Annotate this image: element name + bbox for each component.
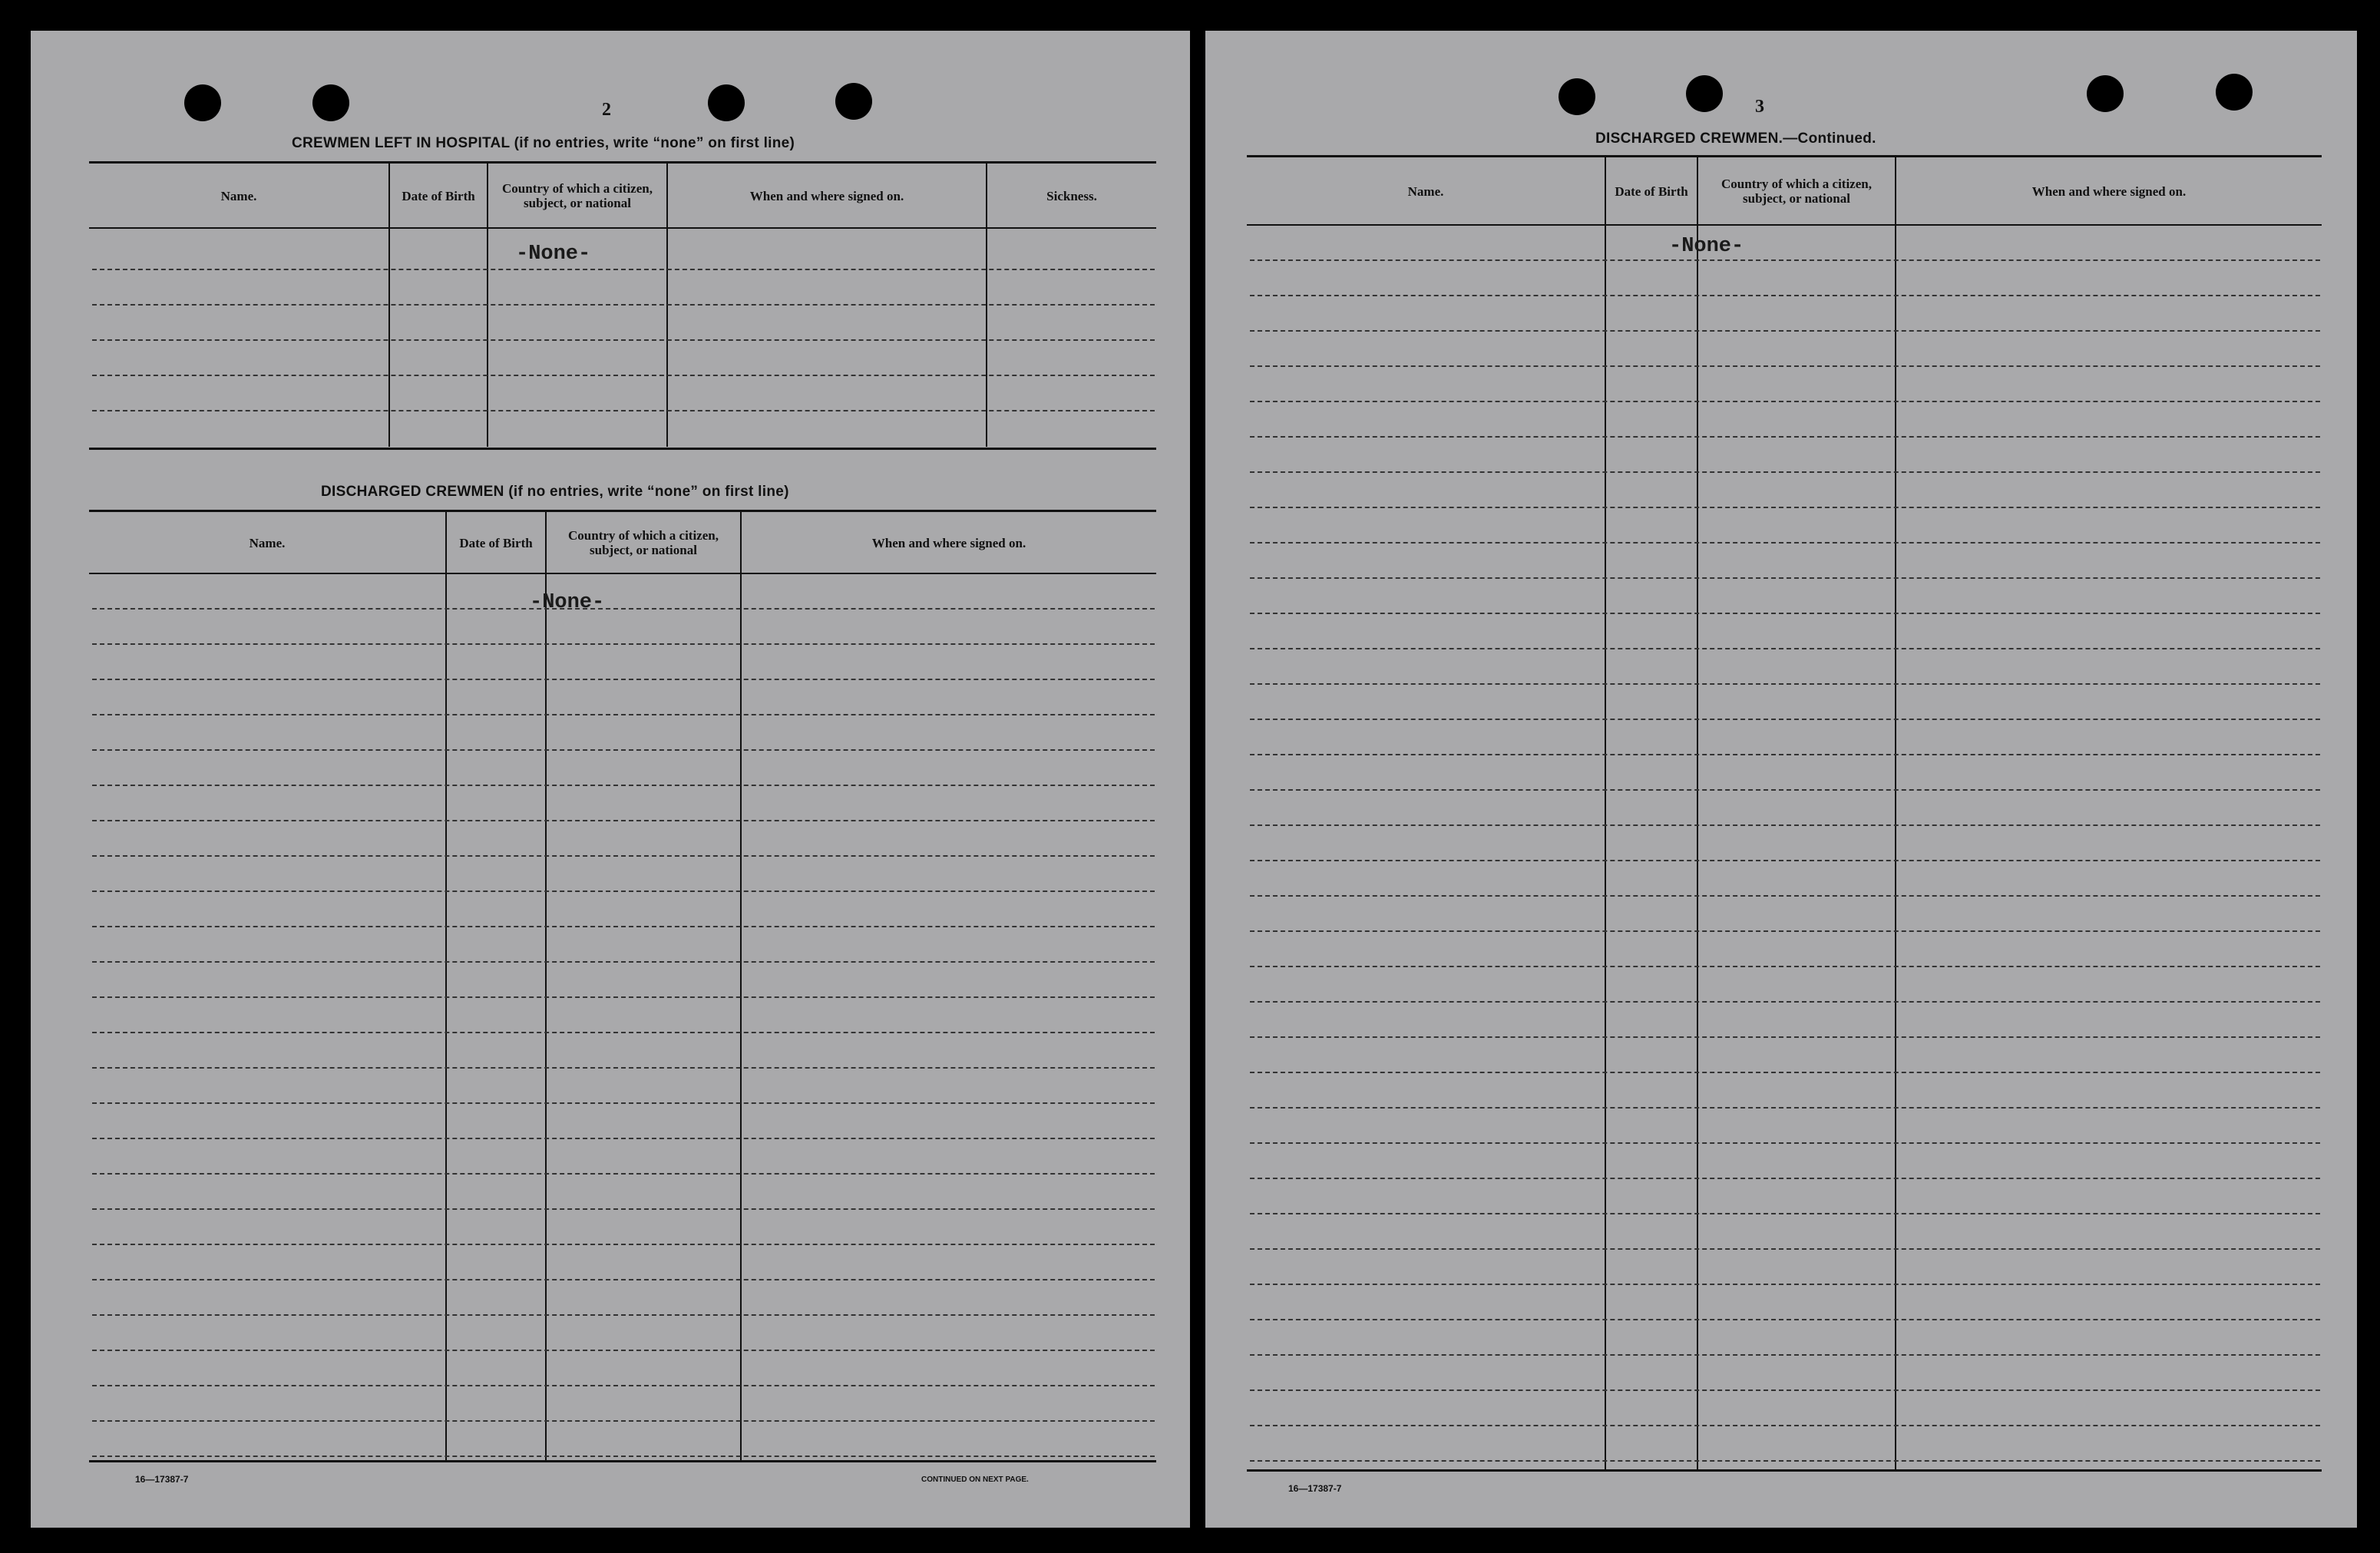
column-header-date-of-birth: Date of Birth	[402, 188, 475, 203]
entry-row-line	[92, 1456, 1155, 1457]
entry-row-line	[92, 855, 1155, 857]
entry-row-line	[1250, 824, 2320, 826]
entry-row-line	[1250, 1072, 2320, 1073]
column-header-country: Country of which a citizen, subject, or national	[502, 181, 653, 210]
entry-row-line	[92, 714, 1155, 715]
punch-hole	[184, 84, 221, 121]
column-divider	[1605, 157, 1606, 1469]
table-header-rule	[89, 227, 1156, 229]
discharged-continued-title: DISCHARGED CREWMEN.—Continued.	[1595, 131, 1876, 147]
entry-row-line	[92, 1102, 1155, 1104]
entry-row-line	[1250, 577, 2320, 579]
table-border	[1247, 1469, 2322, 1472]
column-divider	[445, 511, 447, 1460]
entry-row-line	[1250, 1178, 2320, 1179]
entry-row-line	[92, 643, 1155, 645]
entry-row-line	[1250, 895, 2320, 897]
entry-row-line	[92, 1032, 1155, 1033]
entry-row-line	[1250, 1142, 2320, 1144]
entry-row-line	[1250, 401, 2320, 402]
entry-row-line	[92, 820, 1155, 821]
entry-row-line	[1250, 860, 2320, 861]
entry-row-line	[92, 926, 1155, 927]
form-number: 16—17387-7	[135, 1474, 189, 1485]
punch-hole	[2216, 74, 2253, 111]
table-border	[89, 1460, 1156, 1462]
column-header-date-of-birth: Date of Birth	[459, 535, 533, 550]
hospital-section-title: CREWMEN LEFT IN HOSPITAL (if no entries, write “none” on first line)	[292, 135, 795, 151]
discharged-continued-entry-none: -None-	[1669, 235, 1744, 258]
table-border	[89, 448, 1156, 450]
form-number: 16—17387-7	[1288, 1483, 1342, 1494]
entry-row-line	[1250, 1460, 2320, 1462]
page-number: 2	[602, 100, 611, 120]
entry-row-line	[92, 1350, 1155, 1351]
entry-row-line	[1250, 1001, 2320, 1003]
punch-hole	[1686, 75, 1723, 112]
punch-hole	[835, 83, 872, 120]
column-header-name: Name.	[249, 535, 286, 550]
column-divider	[1697, 157, 1698, 1469]
column-header-date-of-birth: Date of Birth	[1615, 183, 1688, 199]
entry-row-line	[1250, 436, 2320, 438]
entry-row-line	[1250, 613, 2320, 614]
entry-row-line	[92, 890, 1155, 892]
column-header-signed-on: When and where signed on.	[871, 535, 1026, 550]
entry-row-line	[1250, 966, 2320, 967]
entry-row-line	[92, 1279, 1155, 1280]
entry-row-line	[1250, 1389, 2320, 1391]
form-page-right	[1205, 31, 2357, 1528]
entry-row-line	[92, 961, 1155, 963]
entry-row-line	[1250, 1425, 2320, 1426]
entry-row-line	[1250, 365, 2320, 367]
entry-row-line	[1250, 507, 2320, 508]
entry-row-line	[92, 1067, 1155, 1069]
entry-row-line	[92, 1208, 1155, 1210]
page-number: 3	[1755, 97, 1764, 117]
entry-row-line	[1250, 648, 2320, 649]
entry-row-line	[1250, 1107, 2320, 1109]
hospital-entry-none: -None-	[516, 243, 591, 266]
entry-row-line	[92, 1385, 1155, 1386]
column-header-country: Country of which a citizen, subject, or national	[1721, 177, 1872, 206]
entry-row-line	[1250, 789, 2320, 791]
entry-row-line	[1250, 1248, 2320, 1250]
entry-row-line	[1250, 1354, 2320, 1356]
entry-row-line	[92, 269, 1155, 270]
entry-row-line	[1250, 1213, 2320, 1214]
column-divider	[545, 511, 547, 1460]
entry-row-line	[92, 785, 1155, 786]
table-header-rule	[89, 573, 1156, 574]
punch-hole	[708, 84, 745, 121]
table-border	[89, 161, 1156, 164]
entry-row-line	[92, 679, 1155, 680]
entry-row-line	[1250, 1036, 2320, 1038]
form-page-left	[31, 31, 1190, 1528]
entry-row-line	[92, 1244, 1155, 1245]
discharged-entry-none: -None-	[530, 591, 605, 614]
entry-row-line	[1250, 754, 2320, 755]
entry-row-line	[1250, 295, 2320, 296]
entry-row-line	[1250, 471, 2320, 473]
entry-row-line	[1250, 683, 2320, 685]
table-border	[1247, 155, 2322, 157]
column-header-signed-on: When and where signed on.	[749, 188, 904, 203]
punch-hole	[1559, 78, 1595, 115]
column-divider	[740, 511, 742, 1460]
column-header-name: Name.	[1407, 183, 1444, 199]
table-border	[89, 510, 1156, 512]
entry-row-line	[92, 996, 1155, 998]
column-header-signed-on: When and where signed on.	[2031, 183, 2187, 199]
entry-row-line	[1250, 719, 2320, 720]
punch-hole	[312, 84, 349, 121]
column-header-sickness: Sickness.	[1046, 188, 1097, 203]
entry-row-line	[92, 608, 1155, 610]
entry-row-line	[1250, 259, 2320, 261]
column-header-name: Name.	[220, 188, 257, 203]
entry-row-line	[92, 410, 1155, 411]
entry-row-line	[92, 1173, 1155, 1175]
punch-hole	[2087, 75, 2124, 112]
entry-row-line	[1250, 542, 2320, 544]
entry-row-line	[1250, 330, 2320, 332]
entry-row-line	[92, 304, 1155, 306]
entry-row-line	[92, 1138, 1155, 1139]
entry-row-line	[92, 1420, 1155, 1422]
column-header-country: Country of which a citizen, subject, or national	[568, 528, 719, 557]
entry-row-line	[1250, 930, 2320, 932]
discharged-section-title: DISCHARGED CREWMEN (if no entries, write “none” on first line)	[321, 484, 789, 500]
entry-row-line	[1250, 1319, 2320, 1320]
entry-row-line	[1250, 1284, 2320, 1285]
column-divider	[1895, 157, 1896, 1469]
entry-row-line	[92, 339, 1155, 341]
continued-note: CONTINUED ON NEXT PAGE.	[921, 1475, 1029, 1484]
entry-row-line	[92, 1314, 1155, 1316]
entry-row-line	[92, 375, 1155, 376]
table-header-rule	[1247, 224, 2322, 226]
entry-row-line	[92, 749, 1155, 751]
